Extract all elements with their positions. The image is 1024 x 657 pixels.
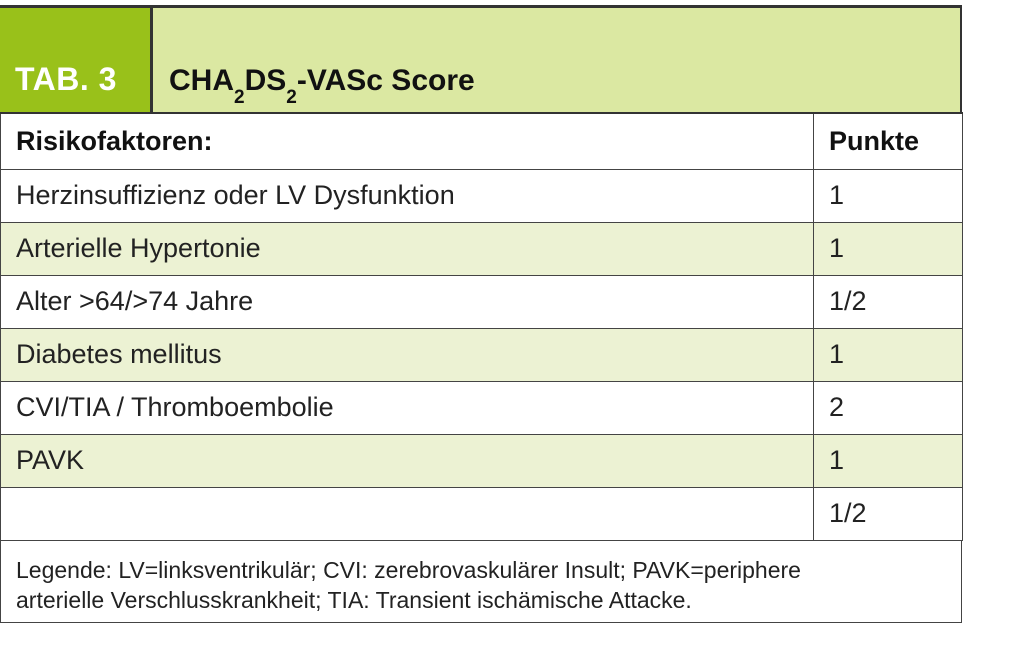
header-factor: Risikofaktoren: [1,113,814,169]
table-number-label: TAB. 3 [0,8,150,112]
table-row [1,222,963,275]
table-legend [0,541,962,623]
row-factor: Diabetes mellitus [1,328,814,381]
row-points: 1 [814,328,963,381]
row-factor [1,487,814,540]
table-row [1,169,963,222]
table-row [1,275,963,328]
row-factor: PAVK [1,434,814,487]
row-points: 2 [814,381,963,434]
row-factor: Herzinsuffizienz oder LV Dysfunktion [1,169,814,222]
row-points: 1 [814,434,963,487]
table-row [1,381,963,434]
row-points: 1/2 [814,275,963,328]
row-factor: Arterielle Hypertonie [1,222,814,275]
legend-line-1: Legende: LV=linksventrikulär; CVI: zerebrovaskulärer Insult; PAVK=periphere [16,556,801,583]
table-row [1,434,963,487]
title-part-c: -VASc Score [296,64,475,97]
header-points: Punkte [814,113,963,169]
row-factor: Alter >64/>74 Jahre [1,275,814,328]
legend-line-2: arterielle Verschlusskrankheit; TIA: Transient ischämische Attacke. [16,586,692,613]
row-points: 1/2 [814,487,963,540]
table-row [1,328,963,381]
score-table-container [0,5,962,623]
title-part-a: CHA [169,64,234,97]
table-header-row [1,113,963,169]
table-title-bar [0,5,962,112]
row-factor: CVI/TIA / Thromboembolie [1,381,814,434]
row-points: 1 [814,169,963,222]
row-points: 1 [814,222,963,275]
score-table [0,112,963,541]
title-part-b: DS [244,64,287,97]
table-title: CHA 2 DS 2 -VASc Score [150,8,960,112]
table-row [1,487,963,540]
